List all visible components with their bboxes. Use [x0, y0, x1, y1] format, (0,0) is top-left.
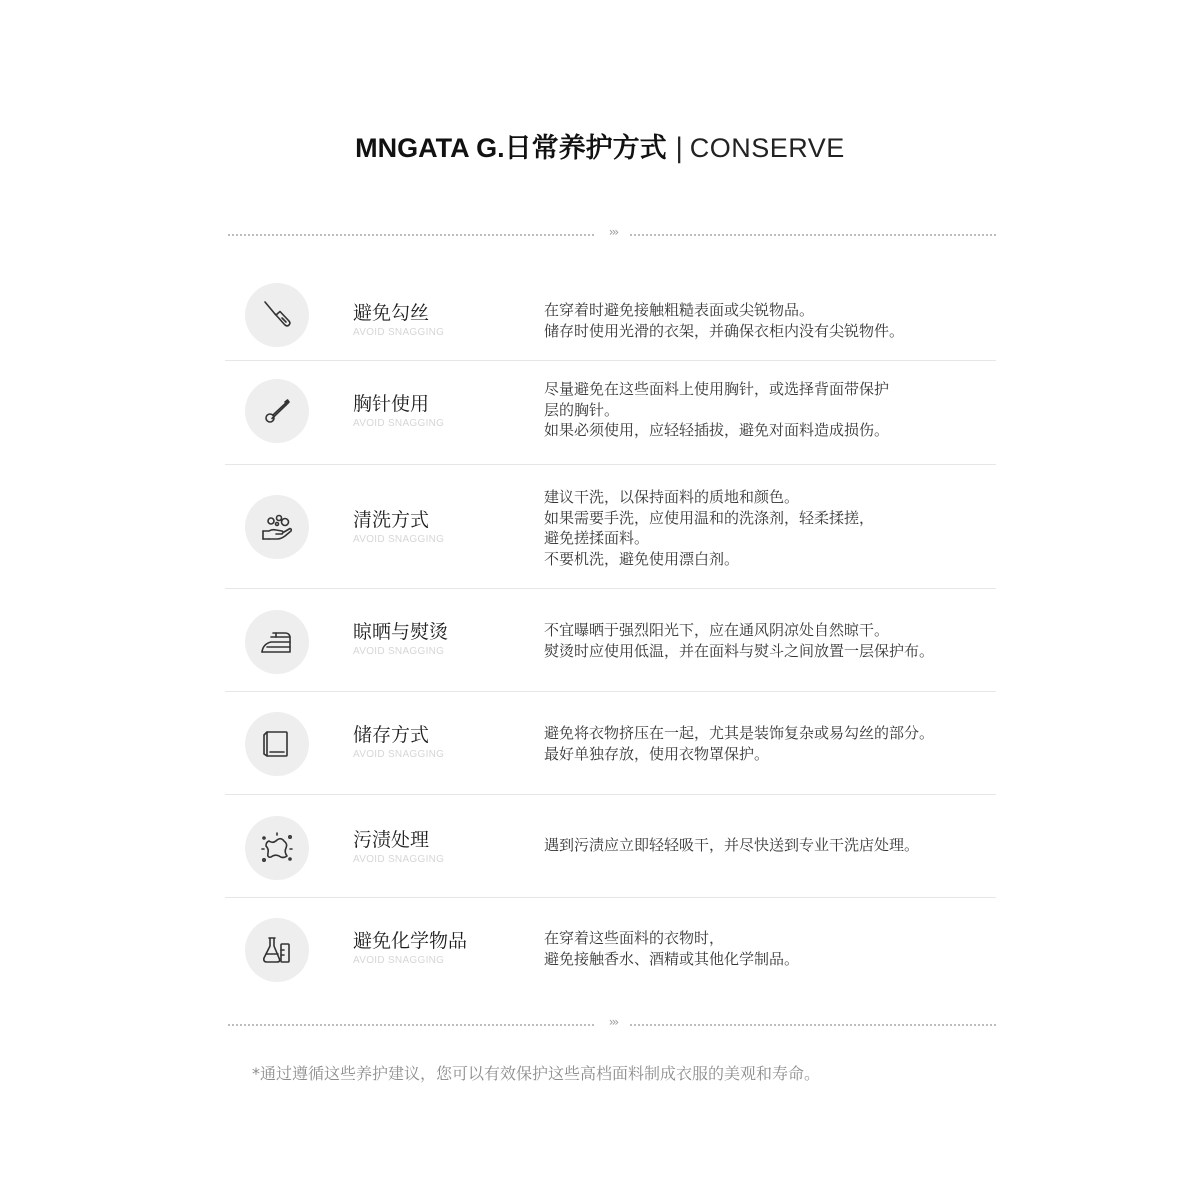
description-line: 避免接触香水、酒精或其他化学制品。 — [544, 949, 800, 968]
description-line: 熨烫时应使用低温，并在面料与熨斗之间放置一层保护布。 — [544, 641, 935, 660]
divider-dots-right — [630, 234, 996, 236]
care-item-label — [353, 619, 533, 659]
bottom-divider — [228, 1015, 996, 1032]
description-line: 储存时使用光滑的衣架，并确保衣柜内没有尖锐物件。 — [544, 321, 905, 340]
care-item-description — [544, 723, 984, 764]
footnote: *通过遵循这些养护建议，您可以有效保护这些高档面料制成衣服的美观和寿命。 — [252, 1064, 821, 1083]
description-line: 避免将衣物挤压在一起，尤其是装饰复杂或易勾丝的部分。 — [544, 724, 935, 742]
description-line: 遇到污渍应立即轻轻吸干，并尽快送到专业干洗店处理。 — [544, 836, 920, 854]
care-item-description — [544, 379, 984, 441]
icon-circle — [245, 816, 309, 880]
care-item-title: 胸针使用 — [353, 393, 430, 415]
care-item-subtitle: AVOID SNAGGING — [353, 955, 445, 966]
care-item-list — [225, 258, 996, 998]
divider-dots-right — [630, 1024, 996, 1026]
care-item-title: 避免化学物品 — [353, 930, 468, 952]
page-title — [0, 128, 1200, 169]
divider-arrows-icon: ››› — [608, 225, 618, 239]
description-line: 层的胸针。 — [544, 400, 620, 419]
care-item-title: 清洗方式 — [353, 509, 430, 531]
divider-dots-left — [228, 1024, 594, 1026]
icon-circle — [245, 610, 309, 674]
icon-circle — [245, 283, 309, 347]
title-brand: MNGATA G.日常养护方式 — [355, 133, 667, 163]
care-item-row — [225, 258, 996, 361]
care-item-label — [353, 300, 533, 340]
care-item-title: 储存方式 — [353, 724, 430, 746]
care-item-row — [225, 465, 996, 589]
care-item-subtitle: AVOID SNAGGING — [353, 749, 445, 760]
care-item-label — [353, 507, 533, 547]
care-item-label — [353, 391, 533, 431]
care-item-subtitle: AVOID SNAGGING — [353, 418, 445, 429]
care-item-subtitle: AVOID SNAGGING — [353, 854, 445, 865]
divider-arrows-icon: ››› — [608, 1015, 618, 1029]
needle-icon — [259, 297, 295, 333]
care-item-label — [353, 722, 533, 762]
title-subtitle: CONSERVE — [689, 133, 845, 163]
icon-circle — [245, 918, 309, 982]
description-line: 最好单独存放，使用衣物罩保护。 — [544, 744, 770, 763]
title-separator: | — [674, 133, 684, 164]
care-item-subtitle: AVOID SNAGGING — [353, 534, 445, 545]
care-item-subtitle: AVOID SNAGGING — [353, 646, 445, 657]
description-line: 在穿着这些面料的衣物时， — [544, 929, 725, 947]
description-line: 如果需要手洗，应使用温和的洗涤剂，轻柔揉搓， — [544, 508, 875, 527]
icon-circle — [245, 495, 309, 559]
description-line: 避免搓揉面料。 — [544, 529, 650, 547]
chemical-flask-icon — [259, 932, 295, 968]
description-line: 不宜曝晒于强烈阳光下，应在通风阴凉处自然晾干。 — [544, 621, 890, 639]
care-item-subtitle: AVOID SNAGGING — [353, 327, 445, 338]
hand-wash-icon — [259, 509, 295, 545]
care-item-label — [353, 928, 533, 968]
care-item-row — [225, 361, 996, 465]
care-item-description — [544, 487, 984, 569]
folded-cloth-icon — [259, 726, 295, 762]
care-item-description — [544, 300, 984, 341]
care-item-title: 污渍处理 — [353, 829, 430, 851]
care-item-row — [225, 692, 996, 795]
top-divider — [228, 225, 996, 242]
description-line: 如果必须使用，应轻轻插拔，避免对面料造成损伤。 — [544, 421, 890, 439]
description-line: 在穿着时避免接触粗糙表面或尖锐物品。 — [544, 301, 815, 319]
divider-dots-left — [228, 234, 594, 236]
stain-icon — [259, 830, 295, 866]
care-item-description — [544, 620, 984, 661]
care-item-title: 晾晒与熨烫 — [353, 621, 449, 643]
icon-circle — [245, 712, 309, 776]
care-item-description — [544, 835, 984, 856]
care-item-row — [225, 589, 996, 692]
care-item-description — [544, 928, 984, 969]
description-line: 尽量避免在这些面料上使用胸针，或选择背面带保护 — [544, 380, 890, 398]
safety-pin-icon — [259, 393, 295, 429]
care-item-row — [225, 898, 996, 998]
care-item-row — [225, 795, 996, 898]
iron-icon — [259, 624, 295, 660]
description-line: 不要机洗，避免使用漂白剂。 — [544, 549, 740, 568]
icon-circle — [245, 379, 309, 443]
care-item-label — [353, 827, 533, 867]
care-item-title: 避免勾丝 — [353, 302, 430, 324]
description-line: 建议干洗，以保持面料的质地和颜色。 — [544, 488, 800, 506]
